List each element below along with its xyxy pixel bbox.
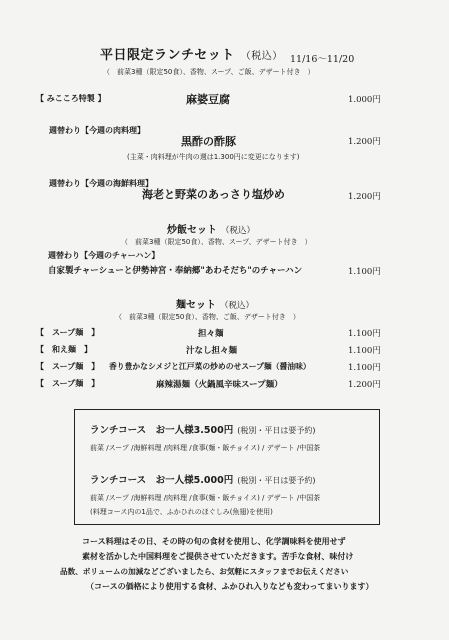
- menu-title-text: 平日限定ランチセット: [100, 48, 235, 63]
- noodle-tax: （税込）: [220, 301, 255, 311]
- menu-title: [100, 44, 283, 63]
- noodle-dish: 汁なし担々麺: [186, 346, 238, 356]
- item-dish: 麻婆豆腐: [186, 93, 230, 106]
- noodle-label: 【 スープ麺 】: [36, 328, 100, 337]
- menu-subtitle: （ 前菜3種（限定50食）、香物、スープ、ご飯、デザート付き ）: [103, 68, 315, 76]
- fried-rice-title-text: 炒飯セット: [167, 225, 217, 236]
- fried-rice-dish: 自家製チャーシューと伊勢神宮・奉納郷"あわそだち"のチャーハン: [48, 266, 303, 276]
- fried-rice-title: [167, 221, 255, 236]
- item-note: (主菜・肉料理が牛肉の週は1.300円に変更になります): [127, 153, 300, 161]
- noodle-price: 1.200円: [348, 380, 381, 390]
- noodle-dish: 麻辣湯麺（火鍋風辛味スープ麺）: [156, 380, 283, 390]
- fried-rice-price: 1.100円: [348, 267, 381, 277]
- item-label: 週替わり【今週の肉料理】: [49, 126, 145, 135]
- noodle-label: 【 スープ麺 】: [36, 362, 100, 371]
- course-title: [90, 422, 315, 436]
- footer-line: コース料理はその日、その時の旬の食材を使用し、化学調味料を使用せず: [82, 537, 346, 546]
- fried-rice-subtitle: （ 前菜3種（限定50食）、香物、スープ、デザート付き ）: [121, 238, 312, 246]
- course-title: [90, 472, 315, 486]
- course-tax: (税別・平日は要予約): [237, 426, 316, 435]
- noodle-subtitle: （ 前菜3種（限定50食）、香物、ご飯、デザート付き ）: [115, 313, 300, 321]
- noodle-price: 1.100円: [348, 363, 381, 373]
- fried-rice-tax: （税込）: [221, 226, 256, 236]
- noodle-label: 【 和え麺 】: [36, 345, 92, 354]
- course-tax: (税別・平日は要予約): [237, 476, 316, 485]
- course-note: (料理コース内の1品で、ふかひれのほぐしみ(魚翅)を使用): [90, 508, 273, 516]
- fried-rice-label: 週替わり【今週のチャーハン】: [48, 251, 160, 260]
- course-items: 前菜 /スープ /海鮮料理 /肉料理 /食事(麺・飯チョイス) / デザート /中国茶: [90, 444, 321, 452]
- item-price: 1.000円: [348, 95, 381, 105]
- noodle-title: [176, 296, 254, 311]
- menu-date: 11/16～11/20: [290, 54, 355, 65]
- course-title-text: ランチコース お一人様5.000円: [90, 475, 234, 486]
- course-items: 前菜 /スープ /海鮮料理 /肉料理 /食事(麺・飯チョイス) / デザート /中国茶: [90, 494, 321, 502]
- item-dish: 海老と野菜のあっさり塩炒め: [142, 188, 285, 201]
- item-price: 1.200円: [348, 192, 381, 202]
- noodle-dish: 香り豊かなシメジと江戸菜の炒めのせスープ麺（醤油味）: [109, 362, 311, 371]
- footer-line: 素材を活かした中国料理をご提供させていただきます。苦手な食材、味付け: [82, 552, 354, 561]
- noodle-title-text: 麺セット: [176, 300, 216, 311]
- item-label: 週替わり【今週の海鮮料理】: [49, 179, 153, 188]
- noodle-price: 1.100円: [348, 346, 381, 356]
- item-label: 【 みこころ特製 】: [36, 94, 106, 103]
- noodle-label: 【 スープ麺 】: [36, 379, 100, 388]
- footer-line: 品数、ボリュームの加減などございましたら、お気軽にスタッフまでお伝えください: [60, 567, 349, 576]
- menu-title-tax: （税込）: [240, 51, 283, 62]
- noodle-dish: 担々麺: [198, 329, 224, 339]
- noodle-price: 1.100円: [348, 329, 381, 339]
- footer-line: （コースの価格により使用する食材、ふかひれ入りなども変わってまいります）: [86, 582, 374, 591]
- item-dish: 黒酢の酢豚: [181, 135, 236, 148]
- course-title-text: ランチコース お一人様3.500円: [90, 425, 234, 436]
- item-price: 1.200円: [348, 137, 381, 147]
